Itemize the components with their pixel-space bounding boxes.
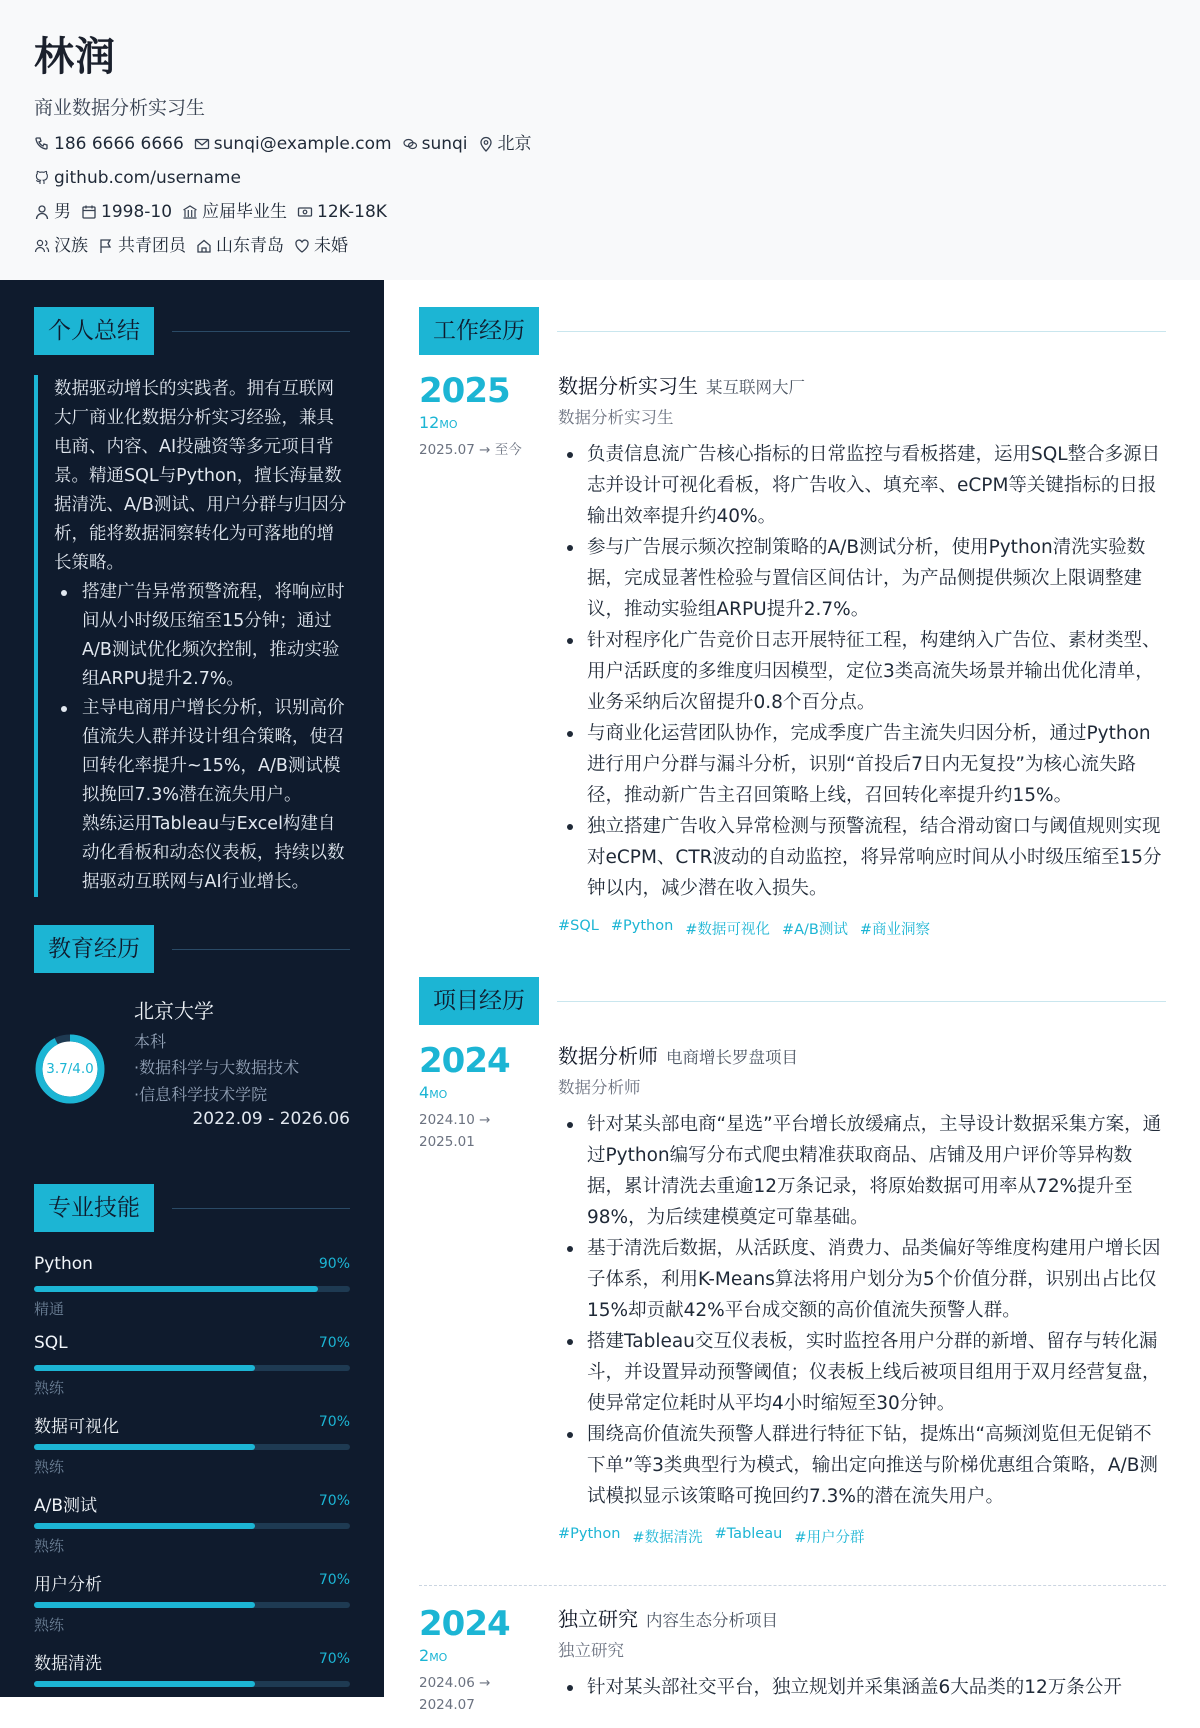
ethnicity-item bbox=[34, 235, 88, 257]
entry-tags bbox=[558, 918, 1166, 939]
section-divider bbox=[557, 331, 1166, 332]
education-title: 教育经历 bbox=[34, 925, 154, 973]
summary-block bbox=[34, 375, 350, 897]
personal-line-1 bbox=[34, 201, 1166, 223]
marital-item bbox=[294, 235, 348, 257]
skill-name: 数据清洗 bbox=[34, 1654, 102, 1674]
skill-bar-fill bbox=[34, 1681, 255, 1687]
mail-icon bbox=[194, 136, 210, 152]
skill-item bbox=[34, 1649, 350, 1728]
entry-subtitle: 独立研究 bbox=[558, 1641, 624, 1660]
bullet-item: 与商业化运营团队协作，完成季度广告主流失归因分析，通过Python进行用户分群与漏斗分析，识别“首投后7日内无复投”为核心流失路径，推动新广告主召回策略上线，召回转化率提升约15%。 bbox=[558, 718, 1166, 811]
skill-level: 熟练 bbox=[34, 1379, 65, 1397]
entry-bullets bbox=[558, 1672, 1166, 1703]
bullet-item: 独立搭建广告收入异常检测与预警流程，结合滑动窗口与阈值规则实现对eCPM、CTR波动的自动监控，将异常响应时间从小时级压缩至15分钟以内，减少潜在收入损失。 bbox=[558, 811, 1166, 904]
politics-item bbox=[98, 235, 186, 257]
degree: 本科 bbox=[134, 1032, 167, 1051]
skill-bar bbox=[34, 1681, 350, 1687]
college: ·信息科学技术学院 bbox=[134, 1085, 268, 1104]
skills-title: 专业技能 bbox=[34, 1184, 154, 1232]
entry-title bbox=[558, 371, 1166, 403]
candidate-name: 林润 bbox=[34, 34, 116, 80]
entry-organization: 电商增长罗盘项目 bbox=[666, 1048, 798, 1067]
skill-percent: 90% bbox=[318, 1256, 350, 1272]
summary-point: 搭建广告异常预警流程，将响应时间从小时级压缩至15分钟；通过A/B测试优化频次控制，推动实验组ARPU提升2.7%。 bbox=[54, 578, 350, 694]
entry-year: 2024 bbox=[419, 1604, 510, 1644]
skill-name: 数据可视化 bbox=[34, 1417, 119, 1437]
skill-bar bbox=[34, 1286, 350, 1292]
entry-organization: 内容生态分析项目 bbox=[646, 1611, 778, 1630]
sidebar bbox=[0, 280, 384, 1697]
skill-item bbox=[34, 1333, 350, 1412]
entry-title bbox=[558, 1604, 1166, 1636]
section-divider bbox=[557, 1001, 1166, 1002]
hometown-text: 山东青岛 bbox=[216, 236, 284, 256]
education-date: 2022.09 - 2026.06 bbox=[192, 1109, 350, 1129]
project-title: 项目经历 bbox=[419, 977, 539, 1025]
skill-level: 熟练 bbox=[34, 1616, 65, 1634]
users-icon bbox=[34, 238, 50, 254]
resume-header bbox=[0, 0, 1200, 280]
entry-year: 2025 bbox=[419, 371, 510, 411]
education-entry bbox=[34, 981, 350, 1136]
wechat-icon bbox=[402, 136, 418, 152]
skill-tag: #商业洞察 bbox=[859, 922, 930, 938]
contact-line bbox=[34, 133, 1166, 155]
duration-unit: MO bbox=[429, 1088, 448, 1101]
flag-icon bbox=[98, 238, 114, 254]
skill-level: 熟练 bbox=[34, 1458, 65, 1476]
bullet-item: 负责信息流广告核心指标的日常监控与看板搭建，运用SQL整合多源日志并设计可视化看板，将广告收入、填充率、eCPM等关键指标的日报输出效率提升约40%。 bbox=[558, 439, 1166, 532]
skill-bar bbox=[34, 1444, 350, 1450]
institution-icon bbox=[182, 204, 198, 220]
entry-position: 数据分析师 bbox=[558, 1044, 658, 1068]
email-item[interactable] bbox=[194, 133, 392, 155]
skill-item bbox=[34, 1491, 350, 1570]
skill-level: 精通 bbox=[34, 1300, 65, 1318]
summary-title: 个人总结 bbox=[34, 307, 154, 355]
entry-divider bbox=[419, 1585, 1166, 1586]
duration-unit: MO bbox=[429, 1651, 448, 1664]
calendar-icon bbox=[81, 204, 97, 220]
duration-number: 2 bbox=[419, 1646, 430, 1665]
duration-unit: MO bbox=[439, 418, 458, 431]
phone-icon bbox=[34, 136, 50, 152]
entry-tags bbox=[558, 1526, 1166, 1547]
ethnicity-text: 汉族 bbox=[54, 236, 88, 256]
summary-extra: 熟练运用Tableau与Excel构建自动化看板和动态仪表板，持续以数据驱动互联网与AI行业增长。 bbox=[82, 814, 345, 892]
skill-percent: 70% bbox=[318, 1572, 350, 1588]
entry-bullets bbox=[558, 439, 1166, 904]
salary-text: 12K-18K bbox=[317, 202, 387, 222]
personal-line-2 bbox=[34, 235, 1166, 257]
phone-text: 186 6666 6666 bbox=[54, 134, 184, 154]
birth-item bbox=[81, 201, 172, 223]
skill-bar-fill bbox=[34, 1286, 318, 1292]
github-icon bbox=[34, 170, 50, 186]
hometown-item bbox=[196, 235, 284, 257]
status-text: 应届毕业生 bbox=[202, 202, 288, 222]
entry-duration bbox=[419, 1646, 447, 1665]
gpa-value: 3.7/4.0 bbox=[46, 1061, 94, 1077]
skill-tag: #Python bbox=[558, 1526, 621, 1542]
location-pin-icon bbox=[478, 136, 494, 152]
status-item bbox=[182, 201, 287, 223]
entry-position: 数据分析实习生 bbox=[558, 374, 698, 398]
skills-section-head bbox=[34, 1184, 350, 1232]
entry-subtitle: 数据分析实习生 bbox=[558, 408, 674, 427]
section-divider bbox=[172, 331, 350, 332]
skill-tag: #Tableau bbox=[714, 1526, 783, 1542]
politics-text: 共青团员 bbox=[118, 236, 186, 256]
skill-name: Python bbox=[34, 1254, 93, 1274]
section-divider bbox=[172, 1208, 350, 1209]
skill-tag: #Python bbox=[610, 918, 674, 934]
skill-percent: 70% bbox=[318, 1335, 350, 1351]
banknote-icon bbox=[297, 204, 313, 220]
phone-item[interactable] bbox=[34, 133, 184, 155]
wechat-text: sunqi bbox=[421, 134, 468, 154]
entry-duration bbox=[419, 413, 458, 432]
location-text: 北京 bbox=[497, 134, 532, 154]
skill-bar bbox=[34, 1602, 350, 1608]
bullet-item: 针对某头部电商“星选”平台增长放缓痛点，主导设计数据采集方案，通过Python编写分布式爬虫精准获取商品、店铺及用户评价等异构数据，累计清洗去重逾12万条记录，将原始数据可用率从72%提升至98%，为后续建模奠定可靠基础。 bbox=[558, 1109, 1166, 1233]
summary-section-head bbox=[34, 307, 350, 355]
github-line bbox=[34, 167, 1166, 189]
bullet-item: 基于清洗后数据，从活跃度、消费力、品类偏好等维度构建用户增长因子体系，利用K-Means算法将用户划分为5个价值分群，识别出占比仅15%却贡献42%平台成交额的高价值流失预警人群。 bbox=[558, 1233, 1166, 1326]
candidate-role: 商业数据分析实习生 bbox=[34, 97, 206, 119]
bullet-item: 针对程序化广告竞价日志开展特征工程，构建纳入广告位、素材类型、用户活跃度的多维度归因模型，定位3类高流失场景并输出优化清单，业务采纳后次留提升0.8个百分点。 bbox=[558, 625, 1166, 718]
entry-subtitle: 数据分析师 bbox=[558, 1078, 641, 1097]
entry-position: 独立研究 bbox=[558, 1607, 638, 1631]
duration-number: 4 bbox=[419, 1083, 430, 1102]
github-text: github.com/username bbox=[54, 168, 241, 188]
skill-bar-fill bbox=[34, 1602, 255, 1608]
skill-bar-fill bbox=[34, 1365, 255, 1371]
major: ·数据科学与大数据技术 bbox=[134, 1058, 300, 1077]
work-title: 工作经历 bbox=[419, 307, 539, 355]
gender-item bbox=[34, 201, 71, 223]
summary-point: 主导电商用户增长分析，识别高价值流失人群并设计组合策略，使召回转化率提升~15%，A/B测试模拟挽回7.3%潜在流失用户。 bbox=[54, 694, 350, 810]
skill-tag: #SQL bbox=[558, 918, 599, 934]
heart-icon bbox=[294, 238, 310, 254]
entry-duration bbox=[419, 1083, 447, 1102]
project-section-head bbox=[419, 977, 1166, 1025]
entry-bullets bbox=[558, 1109, 1166, 1512]
timeline-entry bbox=[419, 1041, 1166, 1547]
skill-item bbox=[34, 1412, 350, 1491]
summary-points bbox=[54, 578, 350, 810]
timeline-entry bbox=[419, 1604, 1166, 1713]
skill-name: A/B测试 bbox=[34, 1496, 98, 1516]
wechat-item bbox=[402, 133, 468, 155]
skill-percent: 70% bbox=[318, 1651, 350, 1667]
entry-date-range: 2024.06 → 2024.07 bbox=[419, 1675, 491, 1713]
skill-percent: 70% bbox=[318, 1493, 350, 1509]
entry-date-range: 2025.07 → 至今 bbox=[419, 442, 522, 458]
github-item[interactable] bbox=[34, 167, 241, 189]
project-entries bbox=[419, 1041, 1166, 1713]
bullet-item: 围绕高价值流失预警人群进行特征下钻，提炼出“高频浏览但无促销不下单”等3类典型行为模式，输出定向推送与阶梯优惠组合策略，A/B测试模拟显示该策略可挽回约7.3%的潜在流失用户。 bbox=[558, 1419, 1166, 1512]
skill-level: 熟练 bbox=[34, 1537, 65, 1555]
skill-bar bbox=[34, 1523, 350, 1529]
education-section-head bbox=[34, 925, 350, 973]
skill-bar-fill bbox=[34, 1523, 255, 1529]
bullet-item: 针对某头部社交平台，独立规划并采集涵盖6大品类的12万条公开 bbox=[558, 1672, 1166, 1703]
gender-text: 男 bbox=[54, 202, 71, 222]
entry-organization: 某互联网大厂 bbox=[706, 378, 805, 397]
skill-bar-fill bbox=[34, 1444, 255, 1450]
entry-title bbox=[558, 1041, 1166, 1073]
salary-item bbox=[297, 201, 387, 223]
skill-tag: #A/B测试 bbox=[781, 922, 848, 938]
skill-item bbox=[34, 1570, 350, 1649]
skill-name: SQL bbox=[34, 1333, 68, 1353]
school-name: 北京大学 bbox=[134, 999, 214, 1023]
email-text: sunqi@example.com bbox=[213, 134, 392, 154]
section-divider bbox=[172, 949, 350, 950]
skill-percent: 70% bbox=[318, 1414, 350, 1430]
duration-number: 12 bbox=[419, 413, 440, 432]
entry-date-range: 2024.10 → 2025.01 bbox=[419, 1112, 491, 1150]
work-entries bbox=[419, 371, 1166, 939]
skill-tag: #数据可视化 bbox=[685, 922, 770, 938]
birth-text: 1998-10 bbox=[101, 202, 173, 222]
location-item bbox=[478, 133, 532, 155]
bullet-item: 参与广告展示频次控制策略的A/B测试分析，使用Python清洗实验数据，完成显著性检验与置信区间估计，为产品侧提供频次上限调整建议，推动实验组ARPU提升2.7%。 bbox=[558, 532, 1166, 625]
skills-list bbox=[34, 1254, 350, 1728]
skill-item bbox=[34, 1254, 350, 1333]
skill-tag: #数据清洗 bbox=[632, 1530, 703, 1546]
summary-text: 数据驱动增长的实践者。拥有互联网大厂商业化数据分析实习经验，兼具电商、内容、AI投融资等多元项目背景。精通SQL与Python，擅长海量数据清洗、A/B测试、用户分群与归因分析，能将数据洞察转化为可落地的增长策略。 bbox=[54, 379, 347, 573]
work-section-head bbox=[419, 307, 1166, 355]
skill-name: 用户分析 bbox=[34, 1575, 102, 1595]
main-content bbox=[419, 280, 1166, 1713]
skill-tag: #用户分群 bbox=[794, 1530, 865, 1546]
marital-text: 未婚 bbox=[314, 236, 348, 256]
bullet-item: 搭建Tableau交互仪表板，实时监控各用户分群的新增、留存与转化漏斗，并设置异动预警阈值；仪表板上线后被项目组用于双月经营复盘，使异常定位耗时从平均4小时缩短至30分钟。 bbox=[558, 1326, 1166, 1419]
user-icon bbox=[34, 204, 50, 220]
timeline-entry bbox=[419, 371, 1166, 939]
entry-year: 2024 bbox=[419, 1041, 510, 1081]
skill-bar bbox=[34, 1365, 350, 1371]
home-icon bbox=[196, 238, 212, 254]
